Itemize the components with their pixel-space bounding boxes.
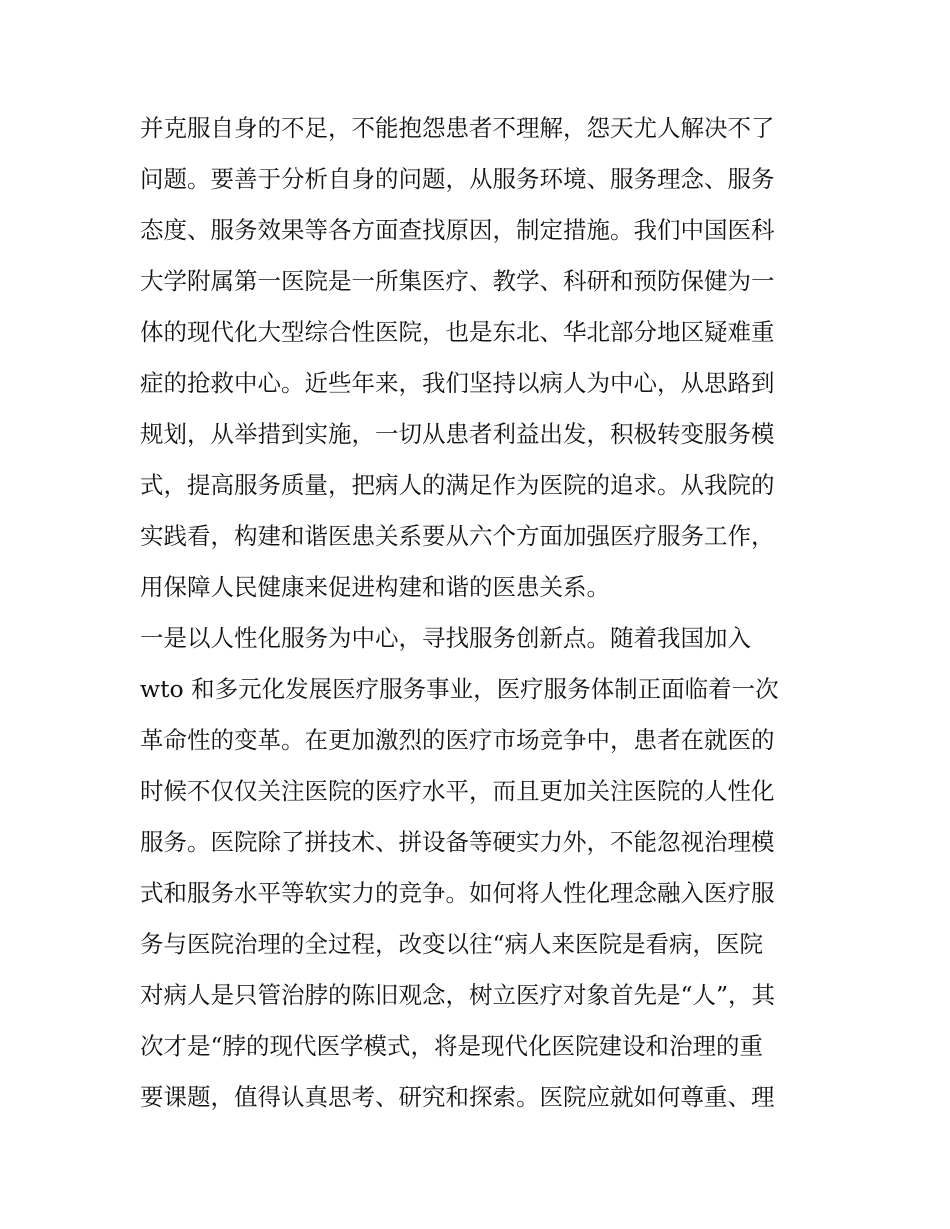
text-line: wto 和多元化发展医疗服务事业，医疗服务体制正面临着一次 bbox=[140, 675, 779, 703]
text-line: 实践看，构建和谐医患关系要从六个方面加强医疗服务工作， bbox=[140, 522, 775, 550]
paragraph-start-line: 一是以人性化服务为中心，寻找服务创新点。随着我国加入 bbox=[140, 624, 751, 652]
text-line: 大学附属第一医院是一所集医疗、教学、科研和预防保健为一 bbox=[140, 267, 775, 295]
text-line: 症的抢救中心。近些年来，我们坚持以病人为中心，从思路到 bbox=[140, 369, 775, 397]
text-line: 规划，从举措到实施，一切从患者利益出发，积极转变服务模 bbox=[140, 420, 775, 448]
text-line: 用保障人民健康来促进构建和谐的医患关系。 bbox=[140, 573, 610, 601]
text-line: 要课题，值得认真思考、研究和探索。医院应就如何尊重、理 bbox=[140, 1083, 775, 1111]
text-line: 次才是“脖的现代医学模式，将是现代化医院建设和治理的重 bbox=[140, 1032, 764, 1060]
text-line: 式和服务水平等软实力的竞争。如何将人性化理念融入医疗服 bbox=[140, 879, 775, 907]
text-line: 革命性的变革。在更加激烈的医疗市场竞争中，患者在就医的 bbox=[140, 726, 775, 754]
text-line: 问题。要善于分析自身的问题，从服务环境、服务理念、服务 bbox=[140, 165, 775, 193]
text-line: 体的现代化大型综合性医院，也是东北、华北部分地区疑难重 bbox=[140, 318, 775, 346]
text-line: 服务。医院除了拼技术、拼设备等硬实力外，不能忽视治理模 bbox=[140, 828, 775, 856]
text-line: 时候不仅仅关注医院的医疗水平，而且更加关注医院的人性化 bbox=[140, 777, 775, 805]
text-line: 态度、服务效果等各方面查找原因，制定措施。我们中国医科 bbox=[140, 216, 775, 244]
text-line: 式，提高服务质量，把病人的满足作为医院的追求。从我院的 bbox=[140, 471, 775, 499]
text-line: 对病人是只管治脖的陈旧观念，树立医疗对象首先是“人”，其 bbox=[140, 981, 776, 1009]
text-line: 并克服自身的不足，不能抱怨患者不理解，怨天尤人解决不了 bbox=[140, 114, 775, 142]
text-line: 务与医院治理的全过程，改变以往“病人来医院是看病，医院 bbox=[140, 930, 764, 958]
